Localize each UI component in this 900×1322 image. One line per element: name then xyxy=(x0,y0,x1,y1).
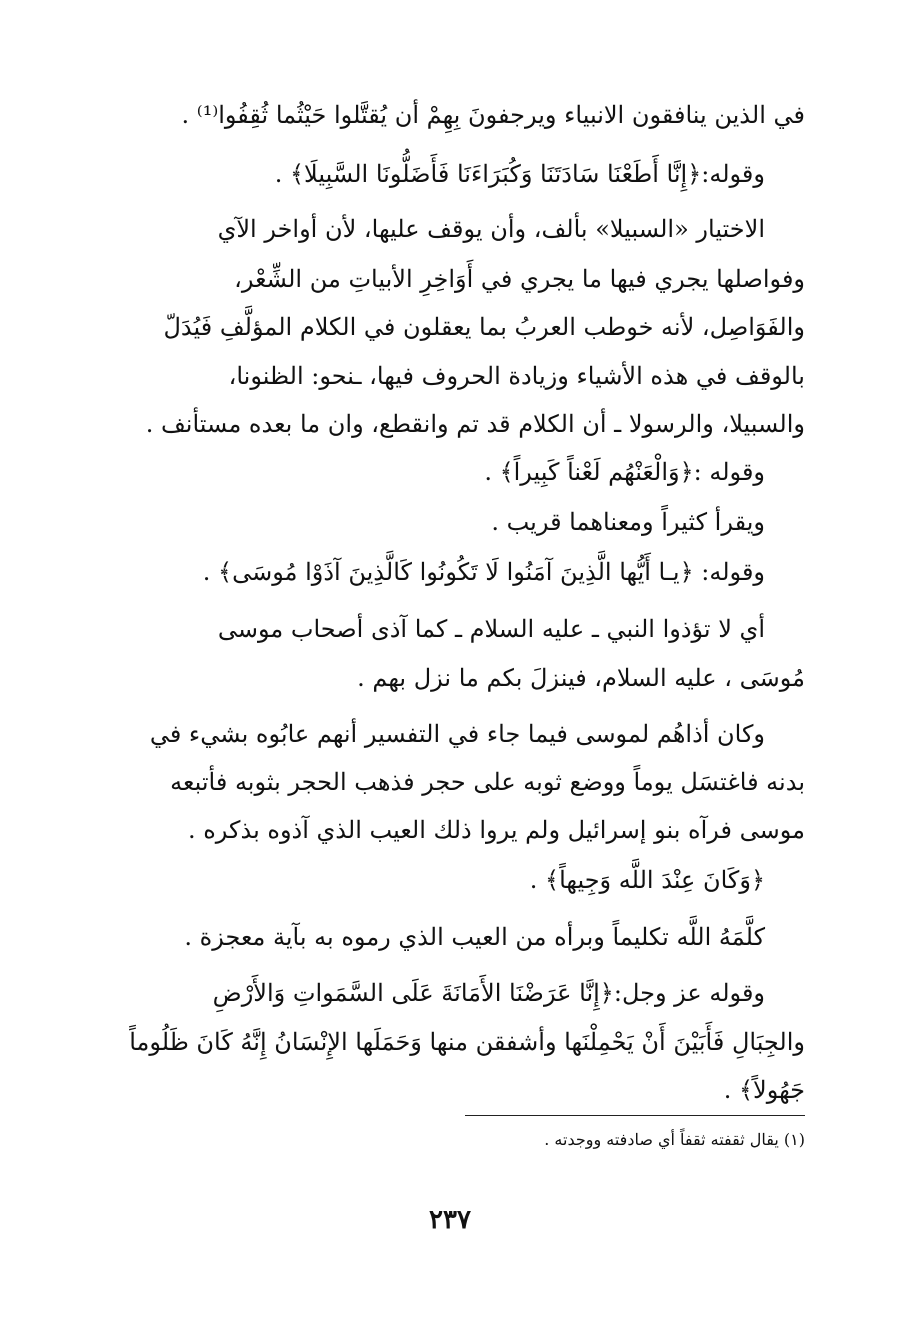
page-number: ٢٣٧ xyxy=(429,1205,471,1235)
text-line: بالوقف في هذه الأشياء وزيادة الحروف فيها، ـنحو: الظنونا، xyxy=(228,362,805,390)
text-line: والفَوَاصِل، لأنه خوطب العربُ بما يعقلون في الكلام المؤلَّفِ فَيُدَلّ xyxy=(163,313,805,341)
text-line: وقوله :﴿وَالْعَنْهُم لَعْناً كَبِيراً﴾ . xyxy=(484,458,765,486)
text-line: بدنه فاغتسَل يوماً ووضع ثوبه على حجر فذهب الحجر بثوبه فأتبعه xyxy=(170,768,805,796)
text-line: كلَّمَهُ اللَّه تكليماً وبرأه من العيب الذي رموه به بآية معجزة . xyxy=(184,923,765,951)
text-line: وفواصلها يجري فيها ما يجري في أَوَاخِرِ الأبياتِ من الشِّعْر، xyxy=(234,265,805,293)
text-line: والجِبَالِ فَأَبَيْنَ أَنْ يَحْمِلْنَها وأشفقن منها وَحَمَلَها الإِنْسَانُ إِنَّهُ كَانَ ظَلُوماً xyxy=(129,1028,805,1056)
text-line: وقوله: ﴿يـا أَيُّها الَّذِينَ آمَنُوا لَا تَكُونُوا كَالَّذِينَ آذَوْا مُوسَى﴾ . xyxy=(202,558,765,586)
text-line: جَهُولاً﴾ . xyxy=(723,1076,805,1104)
text-line: وقوله عز وجل:﴿إِنَّا عَرَضْنَا الأَمَانَةَ عَلَى السَّمَواتِ وَالأَرْضِ xyxy=(212,979,765,1007)
text-line: ويقرأ كثيراً ومعناهما قريب . xyxy=(491,508,765,536)
text-line: أي لا تؤذوا النبي ـ عليه السلام ـ كما آذى أصحاب موسى xyxy=(217,615,765,643)
quran-verse: ﴿وَكَانَ عِنْدَ اللَّه وَجِيهاً﴾ . xyxy=(529,866,765,894)
text-line: والسبيلا، والرسولا ـ أن الكلام قد تم وانقطع، وان ما بعده مستأنف . xyxy=(145,410,805,438)
text-line: الاختيار «السبيلا» بألف، وأن يوقف عليها، لأن أواخر الآي xyxy=(217,215,765,243)
text-line: موسى فرآه بنو إسرائيل ولم يروا ذلك العيب الذي آذوه بذكره . xyxy=(187,816,805,844)
text-line: في الذين ينافقون الانبياء ويرجفونَ بِهِمْ أن يُقتَّلوا حَيْثُما ثُقِفُوا⁽¹⁾ . xyxy=(181,101,805,129)
text-line: وكان أذاهُم لموسى فيما جاء في التفسير أنهم عابُوه بشيء في xyxy=(149,720,765,748)
text-line: وقوله:﴿إِنَّا أَطَعْنَا سَادَتَنَا وَكُبَرَاءَنَا فَأَضَلُّونَا السَّبِيلَا﴾ . xyxy=(274,160,765,188)
footnote-separator xyxy=(465,1115,805,1116)
footnote: (١) يقال ثقفته ثقفاً أي صادفته ووجدته . xyxy=(544,1130,805,1149)
text-line: مُوسَى ، عليه السلام، فينزلَ بكم ما نزل بهم . xyxy=(357,664,805,692)
